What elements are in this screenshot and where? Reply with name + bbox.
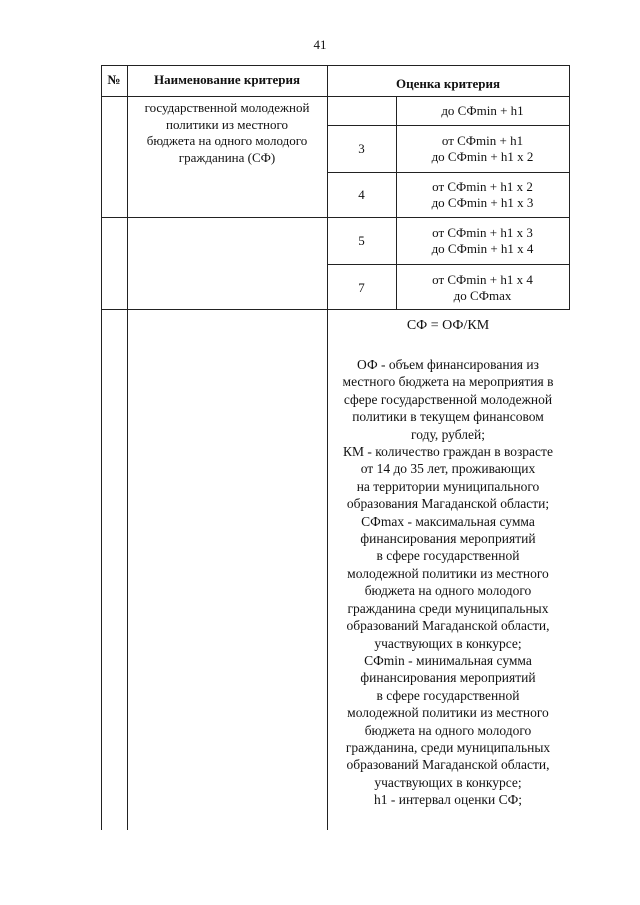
header-criterion-name: Наименование критерия — [153, 72, 301, 87]
header-number: № — [107, 72, 121, 87]
formula-description — [318, 356, 578, 809]
range-line: от СФmin + h1 x 2 — [432, 179, 533, 194]
range-line: до СФmin + h1 x 2 — [431, 149, 534, 164]
description-line: гражданина, среди муниципальных — [345, 739, 551, 755]
criterion-name-line: гражданина (СФ) — [178, 149, 276, 165]
description-line: участвующих в конкурсе; — [374, 774, 522, 790]
description-line: участвующих в конкурсе; — [374, 635, 522, 651]
criterion-name-line: политики из местного — [166, 116, 288, 132]
range-line: до СФmin + h1 x 4 — [431, 241, 534, 256]
page-number: 41 — [313, 37, 327, 52]
criterion-name-line: бюджета на одного молодого — [146, 133, 308, 148]
header-criterion-score: Оценка критерия — [395, 76, 501, 91]
range-line: до СФmin + h1 — [441, 103, 524, 118]
description-line: на территории муниципального — [356, 478, 540, 494]
range-line: от СФmin + h1 — [441, 133, 524, 148]
description-line: молодежной политики из местного — [347, 705, 549, 721]
score-value: 3 — [358, 141, 365, 156]
range-line: до СФmax — [453, 288, 512, 303]
score-range — [396, 133, 569, 165]
description-line: году, рублей; — [411, 426, 485, 442]
score-value: 4 — [358, 187, 365, 202]
range-line: от СФmin + h1 x 3 — [432, 225, 533, 240]
score-value: 5 — [358, 233, 365, 248]
range-line: от СФmin + h1 x 4 — [432, 272, 533, 287]
score-range — [396, 179, 569, 211]
description-line: ОФ - объем финансирования из — [357, 357, 539, 372]
description-line: политики в текущем финансовом — [352, 409, 544, 425]
score-range — [396, 103, 569, 119]
description-line: в сфере государственной — [376, 687, 520, 703]
description-line: гражданина среди муниципальных — [347, 600, 549, 616]
description-line: КМ - количество граждан в возрасте — [343, 444, 553, 460]
score-range — [396, 225, 569, 257]
range-line: до СФmin + h1 x 3 — [431, 195, 534, 210]
criterion-name — [127, 100, 327, 166]
description-line: СФmin - минимальная сумма — [364, 652, 532, 668]
score-value: 7 — [358, 280, 365, 295]
criterion-name-line: государственной молодежной — [144, 100, 310, 115]
description-line: финансирования мероприятий — [360, 670, 536, 686]
description-line: СФmax - максимальная сумма — [361, 513, 535, 529]
description-line: местного бюджета на мероприятия в — [342, 374, 554, 390]
description-line: от 14 до 35 лет, проживающих — [360, 461, 536, 477]
description-line: образований Магаданской области, — [346, 618, 550, 634]
description-line: молодежной политики из местного — [347, 565, 549, 581]
description-line: бюджета на одного молодого — [364, 583, 532, 599]
description-line: финансирования мероприятий — [360, 531, 536, 547]
score-range — [396, 272, 569, 304]
description-line: образования Магаданской области; — [346, 496, 550, 512]
description-line: h1 - интервал оценки СФ; — [373, 792, 523, 808]
description-line: сфере государственной молодежной — [343, 391, 553, 407]
description-line: в сфере государственной — [376, 548, 520, 564]
description-line: образований Магаданской области, — [346, 757, 550, 773]
formula: СФ = ОФ/КМ — [406, 318, 490, 333]
description-line: бюджета на одного молодого — [364, 722, 532, 738]
